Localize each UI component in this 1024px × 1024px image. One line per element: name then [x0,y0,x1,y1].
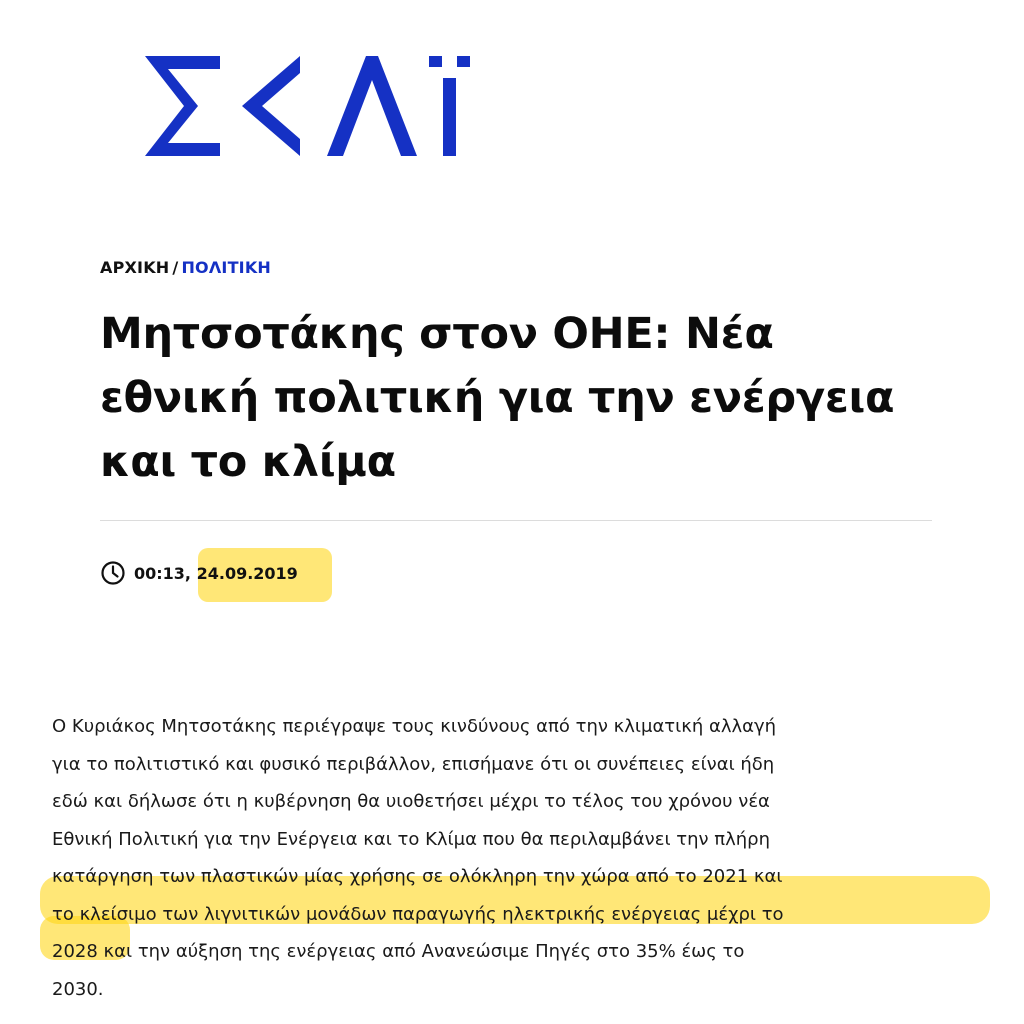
title-divider [100,520,932,521]
publish-date: 24.09.2019 [196,563,298,583]
article-body [52,708,992,1008]
body-line: 2030. [52,978,104,1000]
breadcrumb [100,258,271,277]
skai-logo[interactable] [140,52,470,160]
article-title: Μητσοτάκης στον ΟΗΕ: Νέα εθνική πολιτική για την ενέργεια και το κλίμα [100,309,895,487]
body-line: 2028 και την αύξηση της ενέργειας από Ανανεώσιμε Πηγές στο 35% έως το [52,941,745,962]
body-line: Ο Κυριάκος Μητσοτάκης περιέγραψε τους κινδύνους από την κλιματική αλλαγή [52,716,777,737]
article-meta [100,560,298,586]
clock-icon [100,560,126,586]
body-line: εδώ και δήλωσε ότι η κυβέρνηση θα υιοθετήσει μέχρι το τέλος του χρόνου νέα [52,791,770,812]
body-line: κατάργηση των πλαστικών μίας χρήσης σε ολόκληρη την χώρα από το 2021 και [52,866,783,887]
publish-time: 00:13, [134,563,192,583]
breadcrumb-home-link[interactable]: ΑΡΧΙΚΗ [100,258,170,277]
body-line: για το πολιτιστικό και φυσικό περιβάλλον, επισήμανε ότι οι συνέπειες είναι ήδη [52,753,775,775]
body-line: Εθνική Πολιτική για την Ενέργεια και το Κλίμα που θα περιλαμβάνει την πλήρη [52,828,771,850]
breadcrumb-category-link[interactable]: ΠΟΛΙΤΙΚΗ [181,258,272,277]
breadcrumb-separator: / [172,258,179,277]
body-line: το κλείσιμο των λιγνιτικών μονάδων παραγωγής ηλεκτρικής ενέργειας μέχρι το [52,903,784,925]
